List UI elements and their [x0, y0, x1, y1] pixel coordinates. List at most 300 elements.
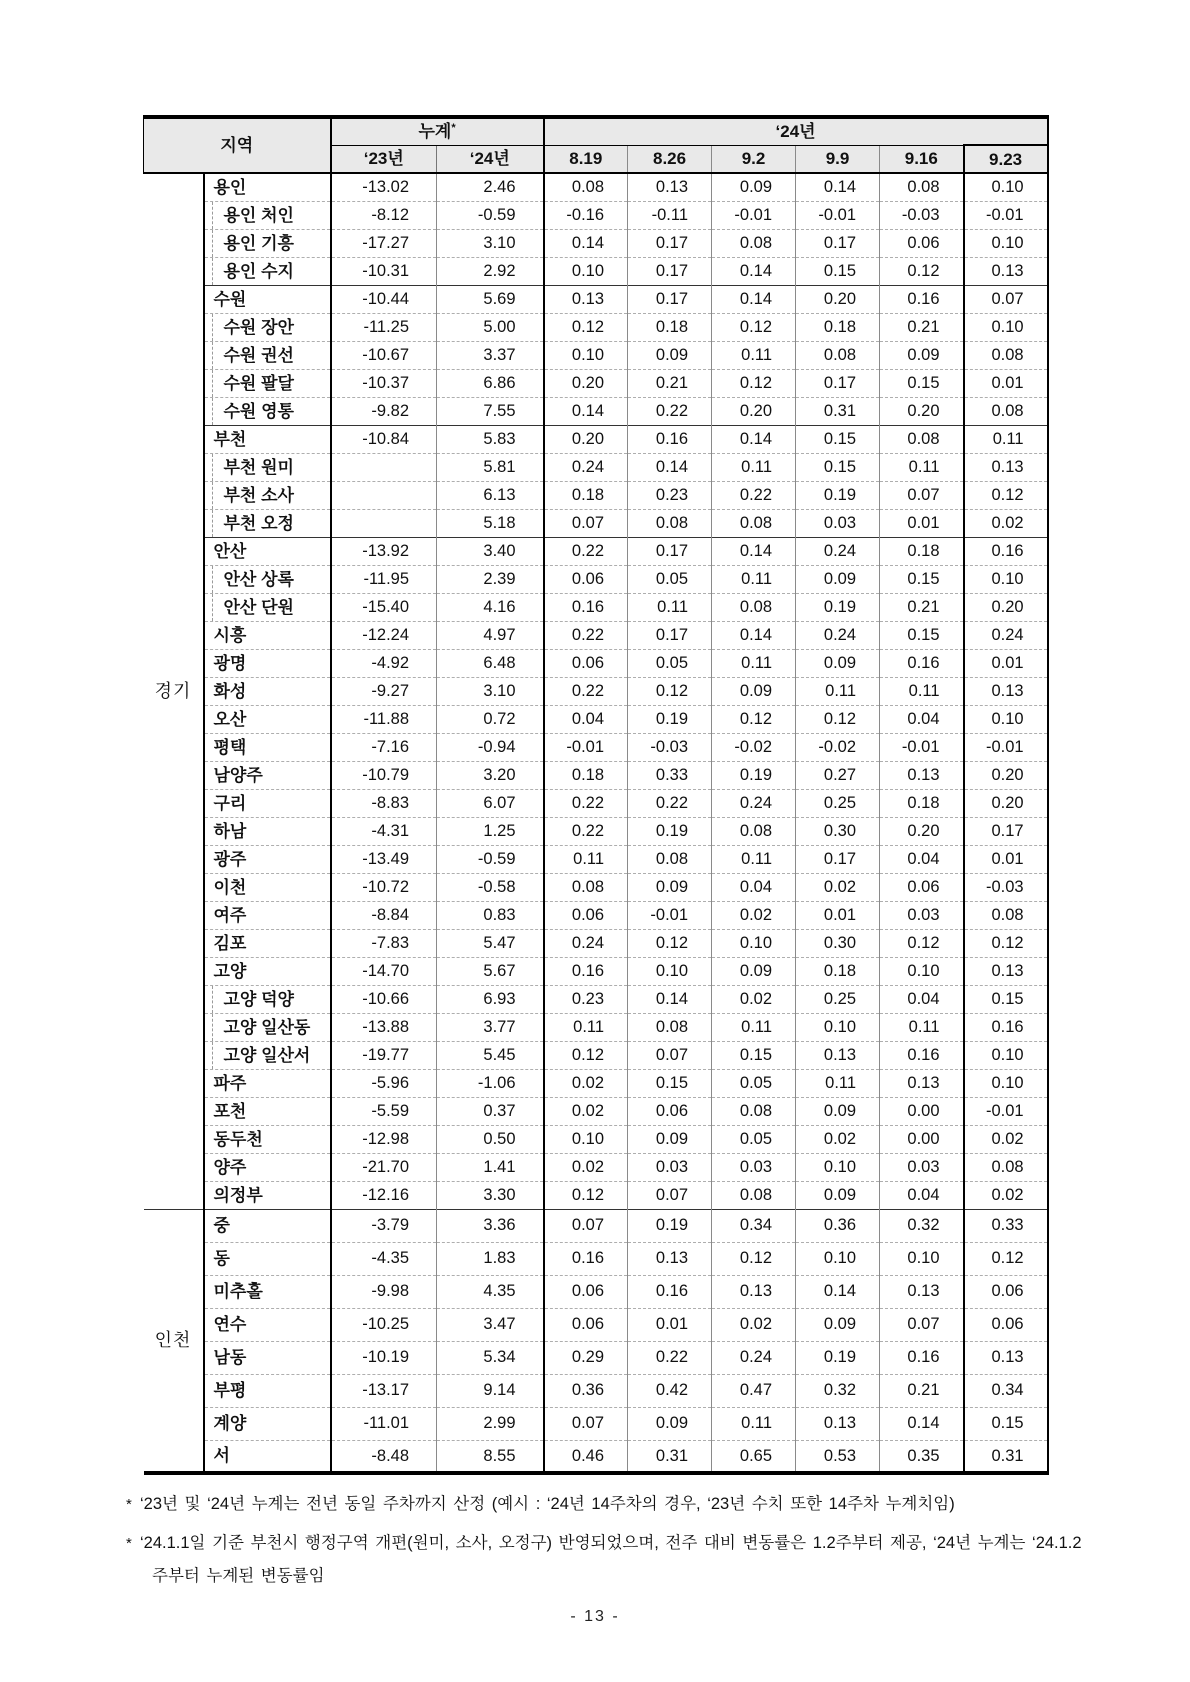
- weekly-value-cell: 0.21: [880, 593, 964, 621]
- region-cell: 수원 팔달: [204, 369, 331, 397]
- cumulative-value-cell: -5.96: [331, 1069, 437, 1097]
- weekly-value-cell: 0.02: [544, 1097, 628, 1125]
- weekly-value-cell: 0.12: [544, 1041, 628, 1069]
- table-header: [144, 117, 1048, 173]
- weekly-value-cell: -0.01: [964, 1097, 1048, 1125]
- cumulative-value-cell: -9.82: [331, 397, 437, 425]
- weekly-value-cell: 0.11: [712, 341, 796, 369]
- cumulative-value-cell: 0.83: [437, 901, 544, 929]
- footnote-1: [126, 1488, 1086, 1521]
- region-column-header: 지역: [144, 117, 331, 173]
- weekly-value-cell: 0.47: [712, 1374, 796, 1407]
- table-row: [144, 1374, 1048, 1407]
- weekly-value-cell: -0.01: [796, 201, 880, 229]
- region-cell: 광명: [204, 649, 331, 677]
- cumulative-value-cell: 1.83: [437, 1242, 544, 1275]
- cumulative-value-cell: -9.27: [331, 677, 437, 705]
- weekly-value-cell: 0.10: [964, 1041, 1048, 1069]
- region-cell: 수원 장안: [204, 313, 331, 341]
- header-row-groups: [144, 117, 1048, 145]
- cumulative-value-cell: -9.98: [331, 1275, 437, 1308]
- region-cell: 수원 권선: [204, 341, 331, 369]
- weekly-value-cell: 0.14: [880, 1407, 964, 1440]
- weekly-value-cell: -0.01: [964, 201, 1048, 229]
- table-row: [144, 901, 1048, 929]
- weekly-value-cell: 0.23: [544, 985, 628, 1013]
- week-column-header: 9.23: [964, 145, 1048, 173]
- cumulative-value-cell: -13.92: [331, 537, 437, 565]
- cumulative-value-cell: -17.27: [331, 229, 437, 257]
- region-cell: 광주: [204, 845, 331, 873]
- region-cell: 고양 일산서: [204, 1041, 331, 1069]
- weekly-value-cell: 0.16: [544, 1242, 628, 1275]
- weekly-value-cell: 0.10: [796, 1013, 880, 1041]
- weekly-value-cell: 0.12: [544, 313, 628, 341]
- cumulative-value-cell: -14.70: [331, 957, 437, 985]
- weekly-value-cell: 0.12: [880, 929, 964, 957]
- cumulative-value-cell: 2.39: [437, 565, 544, 593]
- weekly-value-cell: -0.01: [544, 733, 628, 761]
- region-cell: 의정부: [204, 1181, 331, 1209]
- weekly-value-cell: 0.19: [796, 593, 880, 621]
- cumulative-value-cell: 0.50: [437, 1125, 544, 1153]
- asterisk-marker: *: [126, 1535, 132, 1552]
- weekly-value-cell: 0.11: [628, 593, 712, 621]
- weekly-value-cell: 0.22: [544, 677, 628, 705]
- table-row: [144, 1440, 1048, 1473]
- table-row: [144, 565, 1048, 593]
- weekly-value-cell: 0.07: [544, 509, 628, 537]
- cumulative-value-cell: 4.97: [437, 621, 544, 649]
- cumulative-value-cell: -8.12: [331, 201, 437, 229]
- weekly-value-cell: 0.16: [964, 537, 1048, 565]
- weekly-value-cell: 0.01: [880, 509, 964, 537]
- weekly-value-cell: 0.16: [628, 1275, 712, 1308]
- weekly-value-cell: 0.17: [628, 285, 712, 313]
- weekly-value-cell: 0.30: [796, 817, 880, 845]
- weekly-value-cell: 0.17: [628, 537, 712, 565]
- weekly-value-cell: 0.15: [712, 1041, 796, 1069]
- weekly-value-cell: -0.01: [880, 733, 964, 761]
- weekly-value-cell: 0.06: [628, 1097, 712, 1125]
- cumulative-value-cell: -4.92: [331, 649, 437, 677]
- weekly-value-cell: 0.16: [628, 425, 712, 453]
- weekly-value-cell: 0.08: [712, 229, 796, 257]
- table-row: [144, 1308, 1048, 1341]
- cumulative-value-cell: 9.14: [437, 1374, 544, 1407]
- weekly-value-cell: 0.14: [712, 257, 796, 285]
- table-row: [144, 621, 1048, 649]
- table-row: [144, 481, 1048, 509]
- cumulative-group-header: [331, 117, 544, 145]
- region-cell: 부천 원미: [204, 453, 331, 481]
- cumulative-value-cell: [331, 509, 437, 537]
- weekly-value-cell: 0.14: [544, 397, 628, 425]
- weekly-value-cell: 0.20: [880, 397, 964, 425]
- region-cell: 미추홀: [204, 1275, 331, 1308]
- weekly-value-cell: 0.08: [880, 425, 964, 453]
- weekly-value-cell: 0.46: [544, 1440, 628, 1473]
- weekly-value-cell: 0.19: [628, 1209, 712, 1242]
- weekly-value-cell: 0.16: [880, 1041, 964, 1069]
- region-cell: 수원 영통: [204, 397, 331, 425]
- cumulative-value-cell: 5.69: [437, 285, 544, 313]
- table-row: [144, 1013, 1048, 1041]
- weekly-value-cell: 0.10: [544, 341, 628, 369]
- weekly-value-cell: 0.06: [544, 1308, 628, 1341]
- weekly-value-cell: 0.53: [796, 1440, 880, 1473]
- cumulative-value-cell: 6.13: [437, 481, 544, 509]
- weekly-value-cell: 0.11: [544, 1013, 628, 1041]
- weekly-value-cell: 0.12: [880, 257, 964, 285]
- weekly-value-cell: 0.02: [712, 901, 796, 929]
- cumulative-value-cell: 0.72: [437, 705, 544, 733]
- weekly-value-cell: 0.14: [712, 537, 796, 565]
- cumulative-value-cell: 2.92: [437, 257, 544, 285]
- table-row: [144, 761, 1048, 789]
- weekly-value-cell: 0.03: [712, 1153, 796, 1181]
- weekly-value-cell: 0.14: [628, 453, 712, 481]
- cumulative-value-cell: 4.35: [437, 1275, 544, 1308]
- cumulative-year-header: ‘24년: [437, 145, 544, 173]
- week-column-header: 9.9: [796, 145, 880, 173]
- weekly-value-cell: 0.04: [712, 873, 796, 901]
- cumulative-value-cell: 6.48: [437, 649, 544, 677]
- table-row: [144, 229, 1048, 257]
- weekly-value-cell: 0.18: [880, 789, 964, 817]
- weekly-value-cell: 0.08: [796, 341, 880, 369]
- table-row: [144, 1407, 1048, 1440]
- weekly-value-cell: 0.18: [544, 481, 628, 509]
- region-cell: 안산: [204, 537, 331, 565]
- region-cell: 고양 덕양: [204, 985, 331, 1013]
- cumulative-value-cell: 3.37: [437, 341, 544, 369]
- cumulative-value-cell: -10.67: [331, 341, 437, 369]
- page-number: - 13 -: [570, 1608, 620, 1625]
- cumulative-value-cell: [331, 481, 437, 509]
- weekly-value-cell: 0.00: [880, 1097, 964, 1125]
- table-row: [144, 1275, 1048, 1308]
- weekly-value-cell: 0.05: [628, 565, 712, 593]
- weekly-value-cell: 0.22: [544, 817, 628, 845]
- weekly-value-cell: 0.09: [796, 649, 880, 677]
- weekly-value-cell: 0.65: [712, 1440, 796, 1473]
- weekly-value-cell: 0.12: [712, 1242, 796, 1275]
- weekly-value-cell: 0.08: [964, 341, 1048, 369]
- region-cell: 용인 처인: [204, 201, 331, 229]
- weekly-value-cell: 0.10: [880, 1242, 964, 1275]
- table-row: [144, 341, 1048, 369]
- weekly-value-cell: 0.12: [796, 705, 880, 733]
- weekly-value-cell: -0.01: [628, 901, 712, 929]
- cumulative-value-cell: 0.37: [437, 1097, 544, 1125]
- weekly-value-cell: 0.31: [628, 1440, 712, 1473]
- weekly-value-cell: 0.07: [880, 481, 964, 509]
- weekly-value-cell: 0.22: [712, 481, 796, 509]
- asterisk-marker: *: [126, 1496, 132, 1513]
- weekly-value-cell: 0.02: [964, 1181, 1048, 1209]
- weekly-value-cell: 0.08: [628, 1013, 712, 1041]
- weekly-value-cell: 0.16: [880, 285, 964, 313]
- region-cell: 수원: [204, 285, 331, 313]
- weekly-value-cell: 0.19: [796, 1341, 880, 1374]
- weekly-value-cell: -0.01: [964, 733, 1048, 761]
- weekly-value-cell: 0.21: [880, 1374, 964, 1407]
- cumulative-value-cell: -8.48: [331, 1440, 437, 1473]
- weekly-value-cell: 0.09: [712, 173, 796, 201]
- weekly-value-cell: 0.14: [796, 1275, 880, 1308]
- weekly-value-cell: 0.11: [796, 677, 880, 705]
- cumulative-value-cell: 3.77: [437, 1013, 544, 1041]
- weekly-value-cell: 0.14: [712, 621, 796, 649]
- region-cell: 용인 기흥: [204, 229, 331, 257]
- weekly-value-cell: 0.13: [964, 453, 1048, 481]
- weekly-value-cell: 0.02: [712, 985, 796, 1013]
- table-row: [144, 593, 1048, 621]
- cumulative-value-cell: 7.55: [437, 397, 544, 425]
- cumulative-value-cell: 1.41: [437, 1153, 544, 1181]
- weekly-value-cell: 0.00: [880, 1125, 964, 1153]
- weekly-value-cell: 0.10: [964, 705, 1048, 733]
- cumulative-value-cell: 6.86: [437, 369, 544, 397]
- weekly-value-cell: 0.20: [544, 369, 628, 397]
- region-cell: 하남: [204, 817, 331, 845]
- weekly-value-cell: 0.01: [964, 369, 1048, 397]
- weekly-value-cell: 0.08: [712, 593, 796, 621]
- weekly-value-cell: 0.22: [544, 789, 628, 817]
- weekly-value-cell: 0.20: [712, 397, 796, 425]
- weekly-value-cell: 0.08: [964, 901, 1048, 929]
- table-row: [144, 1341, 1048, 1374]
- weekly-value-cell: 0.09: [628, 873, 712, 901]
- table-row: [144, 285, 1048, 313]
- table-row: [144, 509, 1048, 537]
- weekly-value-cell: 0.22: [628, 789, 712, 817]
- weekly-value-cell: 0.11: [880, 677, 964, 705]
- weekly-value-cell: 0.36: [796, 1209, 880, 1242]
- table-row: [144, 873, 1048, 901]
- cumulative-value-cell: -13.88: [331, 1013, 437, 1041]
- weekly-value-cell: 0.19: [628, 705, 712, 733]
- weekly-value-cell: 0.22: [628, 1341, 712, 1374]
- weekly-value-cell: 0.11: [880, 453, 964, 481]
- cumulative-value-cell: -11.95: [331, 565, 437, 593]
- cumulative-value-cell: -4.31: [331, 817, 437, 845]
- table-row: [144, 985, 1048, 1013]
- table-row: [144, 257, 1048, 285]
- weekly-value-cell: 0.14: [796, 173, 880, 201]
- table-row: [144, 929, 1048, 957]
- weekly-value-cell: 0.09: [796, 1181, 880, 1209]
- weekly-value-cell: 0.25: [796, 985, 880, 1013]
- weekly-value-cell: 0.32: [796, 1374, 880, 1407]
- weekly-value-cell: 0.09: [628, 1125, 712, 1153]
- weekly-value-cell: 0.09: [628, 1407, 712, 1440]
- weekly-value-cell: 0.19: [712, 761, 796, 789]
- footnotes: [126, 1488, 1086, 1599]
- table-row: [144, 425, 1048, 453]
- weekly-value-cell: 0.03: [880, 1153, 964, 1181]
- weekly-value-cell: 0.10: [628, 957, 712, 985]
- cumulative-value-cell: -11.01: [331, 1407, 437, 1440]
- cumulative-value-cell: -10.84: [331, 425, 437, 453]
- cumulative-value-cell: 5.47: [437, 929, 544, 957]
- cumulative-value-cell: 6.93: [437, 985, 544, 1013]
- region-cell: 파주: [204, 1069, 331, 1097]
- weekly-value-cell: 0.01: [796, 901, 880, 929]
- weekly-value-cell: 0.31: [964, 1440, 1048, 1473]
- region-cell: 용인 수지: [204, 257, 331, 285]
- region-cell: 양주: [204, 1153, 331, 1181]
- weekly-value-cell: 0.22: [544, 537, 628, 565]
- footnote-asterisk: *: [451, 122, 456, 135]
- weekly-value-cell: 0.13: [964, 957, 1048, 985]
- weekly-value-cell: 0.24: [796, 621, 880, 649]
- cumulative-value-cell: -12.98: [331, 1125, 437, 1153]
- weekly-value-cell: 0.08: [964, 1153, 1048, 1181]
- table-row: [144, 1125, 1048, 1153]
- cumulative-value-cell: -0.94: [437, 733, 544, 761]
- table-row: [144, 677, 1048, 705]
- weekly-value-cell: 0.18: [544, 761, 628, 789]
- week-column-header: 8.26: [628, 145, 712, 173]
- weekly-value-cell: 0.11: [880, 1013, 964, 1041]
- table-row: [144, 1242, 1048, 1275]
- cumulative-value-cell: 3.47: [437, 1308, 544, 1341]
- weekly-value-cell: 0.33: [964, 1209, 1048, 1242]
- table-row: [144, 845, 1048, 873]
- region-cell: 서: [204, 1440, 331, 1473]
- weekly-value-cell: 0.14: [628, 985, 712, 1013]
- cumulative-value-cell: 3.36: [437, 1209, 544, 1242]
- cumulative-value-cell: -10.31: [331, 257, 437, 285]
- table-row: [144, 537, 1048, 565]
- table-row: [144, 789, 1048, 817]
- table-row: [144, 453, 1048, 481]
- weekly-value-cell: 0.07: [628, 1041, 712, 1069]
- weekly-value-cell: 0.15: [880, 565, 964, 593]
- cumulative-value-cell: 6.07: [437, 789, 544, 817]
- cumulative-value-cell: -11.25: [331, 313, 437, 341]
- province-cell: 경기: [144, 173, 204, 1209]
- weekly-value-cell: 0.16: [964, 1013, 1048, 1041]
- cumulative-value-cell: 3.10: [437, 677, 544, 705]
- cumulative-value-cell: -13.49: [331, 845, 437, 873]
- weekly-value-cell: 0.04: [880, 705, 964, 733]
- cumulative-value-cell: 5.18: [437, 509, 544, 537]
- weekly-value-cell: 0.06: [880, 229, 964, 257]
- weekly-value-cell: 0.06: [544, 1275, 628, 1308]
- region-cell: 계양: [204, 1407, 331, 1440]
- cumulative-value-cell: -8.84: [331, 901, 437, 929]
- weekly-value-cell: 0.13: [880, 1069, 964, 1097]
- weekly-value-cell: 0.13: [880, 1275, 964, 1308]
- weekly-value-cell: 0.22: [544, 621, 628, 649]
- cumulative-value-cell: 3.20: [437, 761, 544, 789]
- weekly-value-cell: 0.02: [544, 1069, 628, 1097]
- cumulative-value-cell: 2.99: [437, 1407, 544, 1440]
- weekly-value-cell: 0.31: [796, 397, 880, 425]
- region-cell: 부평: [204, 1374, 331, 1407]
- weekly-value-cell: 0.20: [964, 593, 1048, 621]
- table-row: [144, 1209, 1048, 1242]
- weekly-value-cell: 0.09: [880, 341, 964, 369]
- weekly-value-cell: 0.11: [712, 453, 796, 481]
- region-cell: 시흥: [204, 621, 331, 649]
- cumulative-value-cell: -13.02: [331, 173, 437, 201]
- weekly-value-cell: 0.06: [544, 901, 628, 929]
- weekly-value-cell: 0.22: [628, 397, 712, 425]
- region-cell: 오산: [204, 705, 331, 733]
- cumulative-value-cell: -8.83: [331, 789, 437, 817]
- weekly-value-cell: -0.03: [964, 873, 1048, 901]
- cumulative-value-cell: -12.16: [331, 1181, 437, 1209]
- cumulative-value-cell: 5.67: [437, 957, 544, 985]
- weekly-value-cell: 0.13: [964, 257, 1048, 285]
- weekly-value-cell: 0.25: [796, 789, 880, 817]
- weekly-value-cell: 0.16: [544, 957, 628, 985]
- weekly-value-cell: 0.09: [628, 341, 712, 369]
- weekly-value-cell: 0.11: [712, 565, 796, 593]
- cumulative-value-cell: -5.59: [331, 1097, 437, 1125]
- weekly-value-cell: 0.17: [964, 817, 1048, 845]
- weekly-value-cell: 0.09: [796, 1097, 880, 1125]
- weekly-value-cell: 0.11: [796, 1069, 880, 1097]
- weekly-value-cell: 0.02: [964, 509, 1048, 537]
- weekly-value-cell: 0.11: [712, 845, 796, 873]
- weekly-value-cell: 0.20: [880, 817, 964, 845]
- region-cell: 부천: [204, 425, 331, 453]
- weekly-value-cell: 0.04: [880, 1181, 964, 1209]
- weekly-value-cell: -0.03: [628, 733, 712, 761]
- weekly-value-cell: 0.36: [544, 1374, 628, 1407]
- weekly-value-cell: 0.03: [796, 509, 880, 537]
- region-cell: 남양주: [204, 761, 331, 789]
- cumulative-value-cell: -12.24: [331, 621, 437, 649]
- week-column-header: 8.19: [544, 145, 628, 173]
- weekly-value-cell: 0.08: [628, 845, 712, 873]
- footnote-2: [126, 1527, 1086, 1593]
- weekly-value-cell: 0.06: [880, 873, 964, 901]
- year-2024-group-header: ‘24년: [544, 117, 1048, 145]
- weekly-value-cell: 0.06: [544, 565, 628, 593]
- weekly-value-cell: 0.30: [796, 929, 880, 957]
- cumulative-value-cell: -10.72: [331, 873, 437, 901]
- cumulative-value-cell: -11.88: [331, 705, 437, 733]
- weekly-value-cell: 0.24: [544, 929, 628, 957]
- weekly-value-cell: 0.11: [712, 1013, 796, 1041]
- weekly-value-cell: 0.10: [544, 257, 628, 285]
- weekly-value-cell: 0.02: [712, 1308, 796, 1341]
- weekly-value-cell: 0.08: [964, 397, 1048, 425]
- province-cell: 인천: [144, 1209, 204, 1473]
- weekly-value-cell: 0.17: [796, 845, 880, 873]
- weekly-value-cell: 0.34: [964, 1374, 1048, 1407]
- table-row: [144, 957, 1048, 985]
- weekly-value-cell: 0.15: [796, 425, 880, 453]
- weekly-value-cell: -0.16: [544, 201, 628, 229]
- weekly-value-cell: 0.21: [628, 369, 712, 397]
- weekly-value-cell: 0.19: [628, 817, 712, 845]
- weekly-value-cell: 0.24: [964, 621, 1048, 649]
- region-cell: 고양 일산동: [204, 1013, 331, 1041]
- cumulative-value-cell: -0.59: [437, 201, 544, 229]
- weekly-value-cell: 0.11: [964, 425, 1048, 453]
- region-cell: 김포: [204, 929, 331, 957]
- weekly-value-cell: 0.24: [712, 789, 796, 817]
- table-row: [144, 313, 1048, 341]
- weekly-value-cell: 0.11: [712, 1407, 796, 1440]
